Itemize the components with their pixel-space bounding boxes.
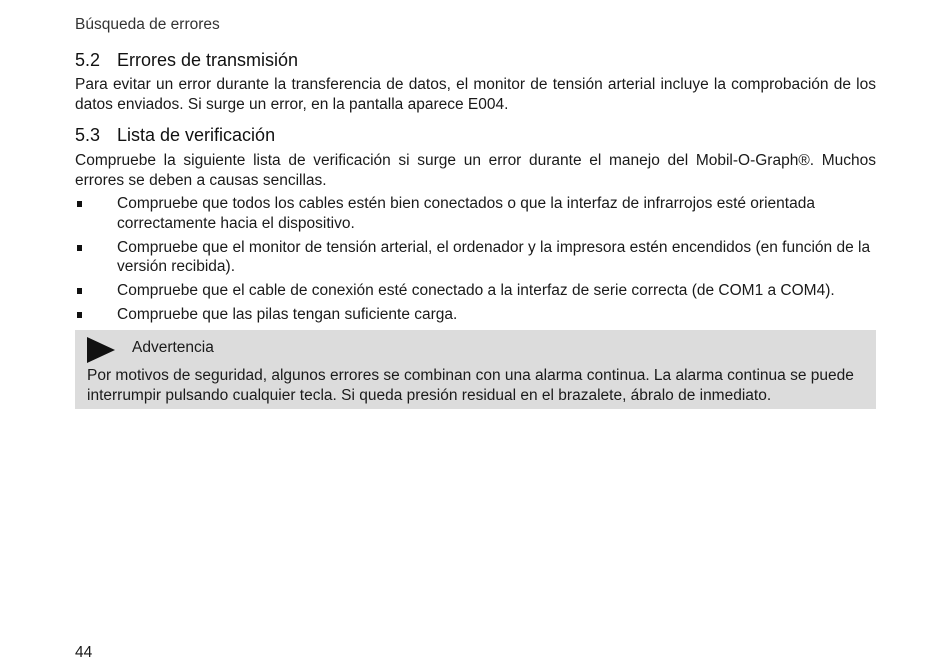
running-header: Búsqueda de errores <box>75 16 220 33</box>
section-intro: Compruebe la siguiente lista de verificación si surge un error durante el manejo del Mobil-O-Graph®. Muchos errores se deben a causas sencillas. <box>75 152 876 189</box>
bullet-icon <box>75 238 117 277</box>
list-item <box>75 281 876 301</box>
bullet-icon <box>75 305 117 325</box>
list-item <box>75 305 876 325</box>
section-heading <box>75 124 876 146</box>
section-paragraph: Para evitar un error durante la transferencia de datos, el monitor de tensión arterial incluye la comprobación de los datos enviados. Si surge un error, en la pantalla aparece E004. <box>75 76 876 113</box>
bullet-icon <box>75 281 117 301</box>
list-item-text: Compruebe que el monitor de tensión arterial, el ordenador y la impresora estén encendidos (en función de la versión recibida). <box>117 238 871 275</box>
section-number: 5.2 <box>75 50 101 70</box>
warning-box <box>75 330 876 409</box>
arrow-right-icon <box>87 337 115 363</box>
page-number: 44 <box>75 644 93 661</box>
section-5-2 <box>75 49 876 114</box>
list-item <box>75 194 876 233</box>
section-5-3 <box>75 124 876 329</box>
section-title: Errores de transmisión <box>117 50 299 70</box>
section-number: 5.3 <box>75 125 101 145</box>
section-heading <box>75 49 876 71</box>
section-title: Lista de verificación <box>117 125 276 145</box>
checklist <box>75 194 876 325</box>
list-item-text: Compruebe que todos los cables estén bien conectados o que la interfaz de infrarrojos esté orientada correctamente hacia el dispositivo. <box>117 195 815 232</box>
list-item <box>75 238 876 277</box>
warning-text: Por motivos de seguridad, algunos errores se combinan con una alarma continua. La alarma continua se puede interrumpir pulsando cualquier tecla. Si queda presión residual en el brazalete, ábralo de inmediato. <box>87 367 854 404</box>
list-item-text: Compruebe que las pilas tengan suficiente carga. <box>117 306 458 323</box>
bullet-icon <box>75 194 117 233</box>
list-item-text: Compruebe que el cable de conexión esté conectado a la interfaz de serie correcta (de COM1 a COM4). <box>117 282 835 299</box>
warning-title: Advertencia <box>132 339 214 356</box>
